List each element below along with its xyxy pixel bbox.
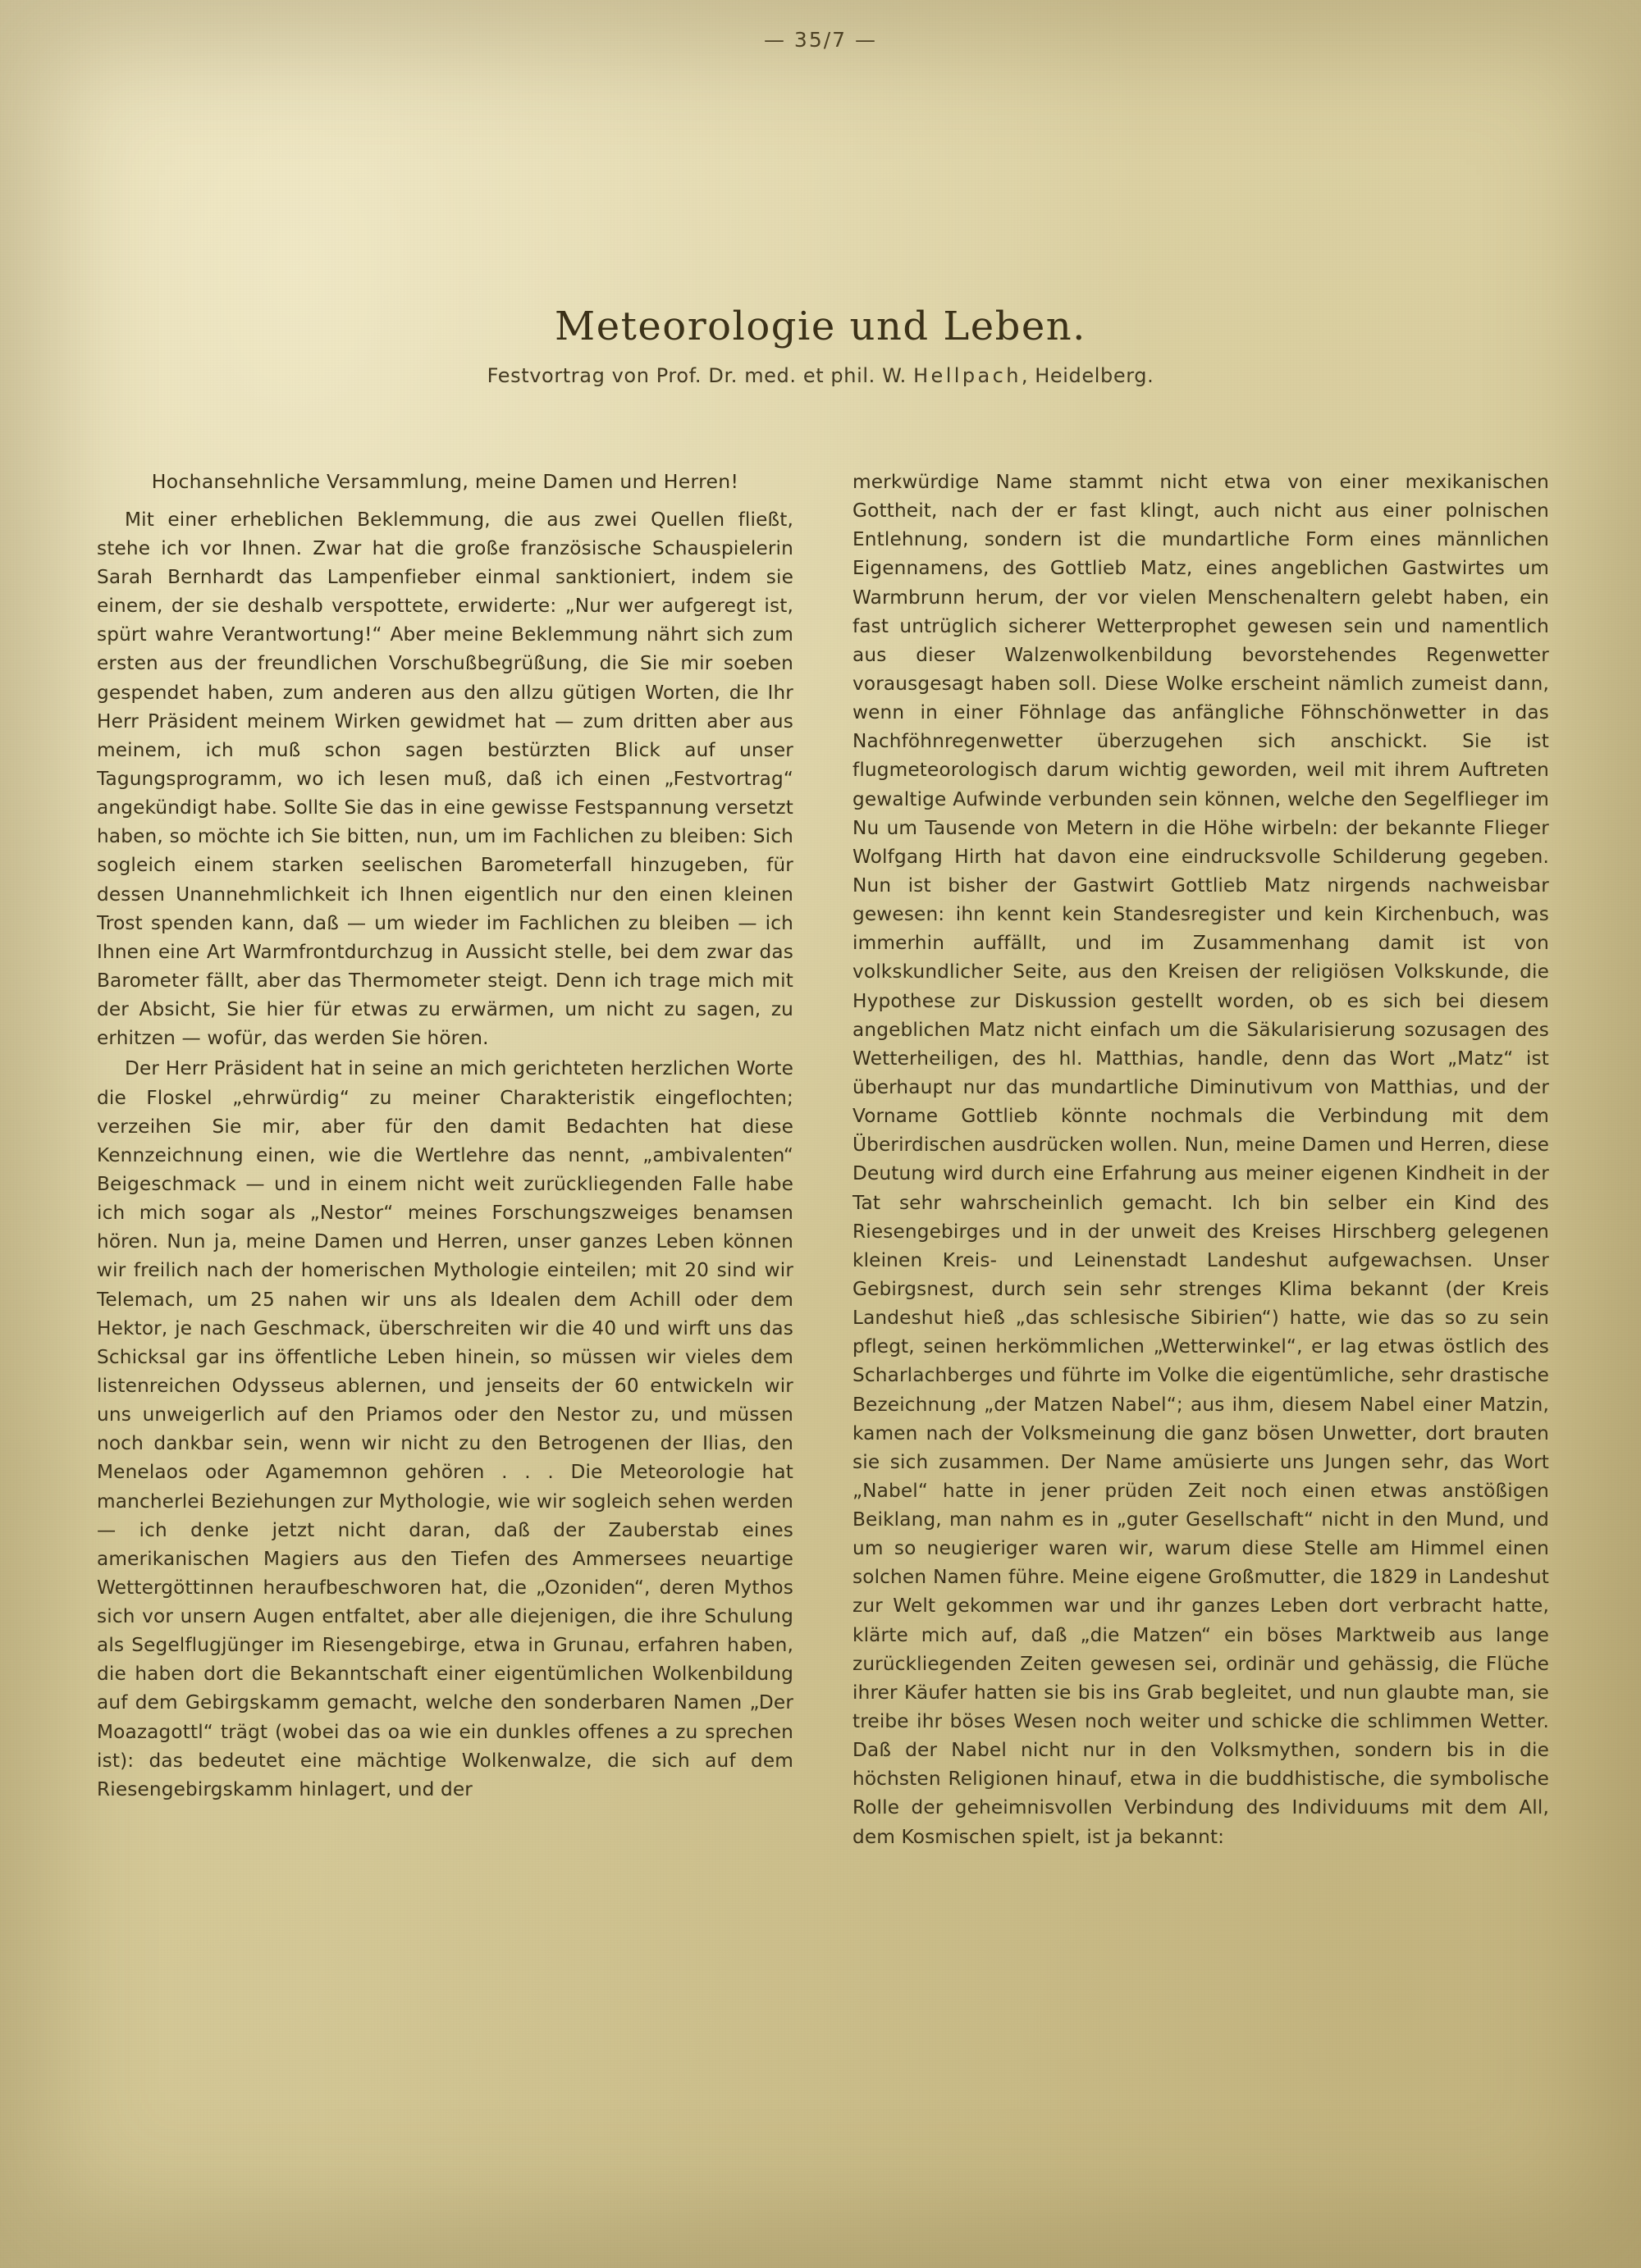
right-column: [852, 468, 1549, 1853]
salutation-line: Hochansehnliche Versammlung, meine Damen und Herren!: [151, 470, 739, 493]
paragraph: merkwürdige Name stammt nicht etwa von einer mexikanischen Gottheit, nach der er fast klingt, auch nicht aus einer polnischen Entlehnung, sondern ist die mundartliche Form eines männlichen Eigennamens, des Gottlieb Matz, eines angeblichen Gastwirtes um Warmbrunn herum, der vor vielen Menschenaltern gelebt haben, ein fast untrüglich sicherer Wetterprophet gewesen sein und namentlich aus dieser Walzenwolkenbildung bevorstehendes Regenwetter vorausgesagt haben soll. Diese Wolke erscheint nämlich zumeist dann, wenn in einer Föhnlage das anfängliche Föhnschönwetter in das Nachföhnregenwetter überzugehen sich anschickt. Sie ist flugmeteorologisch darum wichtig geworden, weil mit ihrem Auftreten gewaltige Aufwinde verbunden sein können, welche den Segelflieger im Nu um Tausende von Metern in die Höhe wirbeln: der bekannte Flieger Wolfgang Hirth hat davon eine eindrucksvolle Schilderung gegeben. Nun ist bisher der Gastwirt Gottlieb Matz nirgends nachweisbar gewesen: ihn kennt kein Standesregister und kein Kirchenbuch, was immerhin auffällt, und im Zusammenhang damit ist von volkskundlicher Seite, aus den Kreisen der religiösen Volkskunde, die Hypothese zur Diskussion gestellt worden, ob es sich bei diesem angeblichen Matz nicht einfach um die Säkularisierung sozusagen des Wetterheiligen, des hl. Matthias, handle, denn das Wort „Matz“ ist überhaupt nur das mundartliche Diminutivum von Matthias, und der Vorname Gottlieb könnte nochmals die Verbindung mit dem Überirdischen ausdrücken wollen. Nun, meine Damen und Herren, diese Deutung wird durch eine Erfahrung aus meiner eigenen Kindheit in der Tat sehr wahrscheinlich gemacht. Ich bin selber ein Kind des Riesengebirges und in der unweit des Kreises Hirschberg gelegenen kleinen Kreis- und Leinenstadt Landeshut aufgewachsen. Unser Gebirgsnest, durch sein sehr strenges Klima bekannt (der Kreis Landeshut hieß „das schlesische Sibirien“) hatte, wie das so zu sein pflegt, seinen herkömmlichen „Wetterwinkel“, er lag etwas östlich des Scharlachberges und führte im Volke die eigentümliche, sehr drastische Bezeichnung „der Matzen Nabel“; aus ihm, diesem Nabel einer Matzin, kamen nach der Volksmeinung die ganz bösen Unwetter, dort brauten sie sich zusammen. Der Name amüsierte uns Jungen sehr, das Wort „Nabel“ hatte in jener prüden Zeit noch einen etwas anstößigen Beiklang, man nahm es in „guter Gesellschaft“ nicht in den Mund, und um so neugieriger waren wir, warum diese Stelle am Himmel einen solchen Namen führe. Meine eigene Großmutter, die 1829 in Landeshut zur Welt gekommen war und ihr ganzes Leben dort verbracht hatte, klärte mich auf, daß „die Matzen“ ein böses Marktweib aus lange zurückliegenden Zeiten gewesen sei, ordinär und gehässig, die Flüche ihrer Käufer hatten sie bis ins Grab begleitet, und nun glaubte man, sie treibe ihr böses Wesen noch weiter und schicke die schlimmen Wetter. Daß der Nabel nicht nur in den Volksmythen, sondern bis in die höchsten Religionen hinauf, etwa in die buddhistische, die symbolische Rolle der geheimnisvollen Verbindung des Individuums mit dem All, dem Kosmischen spielt, ist ja bekannt:: [852, 471, 1549, 1848]
two-column-text-body: [97, 468, 1549, 1853]
page-folio-number: — 35/7 —: [763, 28, 878, 52]
byline-suffix: , Heidelberg.: [1021, 364, 1154, 387]
byline-prefix: Festvortrag von Prof. Dr. med. et phil. W.: [487, 364, 914, 387]
paragraph: Mit einer erheblichen Beklemmung, die aus zwei Quellen fließt, stehe ich vor Ihnen. Zwar hat die große französische Schauspielerin Sarah Bernhardt das Lampenfieber einmal sanktioniert, indem sie einem, der sie deshalb verspottete, erwiderte: „Nur wer aufgeregt ist, spürt wahre Verantwortung!“ Aber meine Beklemmung nährt sich zum ersten aus der freundlichen Vorschußbegrüßung, die Sie mir soeben gespendet haben, zum anderen aus den allzu gütigen Worten, die Ihr Herr Präsident meinem Wirken gewidmet hat — zum dritten aber aus meinem, ich muß schon sagen bestürzten Blick auf unser Tagungsprogramm, wo ich lesen muß, daß ich einen „Festvortrag“ angekündigt habe. Sollte Sie das in eine gewisse Festspannung versetzt haben, so möchte ich Sie bitten, nun, um im Fachlichen zu bleiben: Sich sogleich einem starken seelischen Barometerfall hinzugeben, für dessen Unannehmlichkeit ich Ihnen eigentlich nur den einen kleinen Trost spenden kann, daß — um wieder im Fachlichen zu bleiben — ich Ihnen eine Art Warmfrontdurchzug in Aussicht stelle, bei dem zwar das Barometer fällt, aber das Thermometer steigt. Denn ich trage mich mit der Absicht, Sie hier für etwas zu erwärmen, um nicht zu sagen, zu erhitzen — wofür, das werden Sie hören.: [97, 508, 793, 1050]
left-column: [97, 468, 793, 1853]
page-title: Meteorologie und Leben.: [555, 303, 1086, 350]
byline-author-name: Hellpach: [913, 364, 1022, 387]
article-byline: [0, 364, 1641, 387]
paragraph: Der Herr Präsident hat in seine an mich gerichteten herzlichen Worte die Floskel „ehrwürdig“ zu meiner Charakteristik eingeflochten; verzeihen Sie mir, aber für den damit Bedachten hat diese Kennzeichnung einen, wie die Wertlehre das nennt, „ambivalenten“ Beigeschmack — und in einem nicht weit zurückliegenden Falle habe ich mich sogar als „Nestor“ meines Forschungszweiges benamsen hören. Nun ja, meine Damen und Herren, unser ganzes Leben können wir freilich nach der homerischen Mythologie einteilen; mit 20 sind wir Telemach, um 25 nahen wir uns als Idealen dem Achill oder dem Hektor, je nach Geschmack, überschreiten wir die 40 und wirft uns das Schicksal gar ins öffentliche Leben hinein, so müssen wir vieles dem listenreichen Odysseus ablernen, und jenseits der 60 entwickeln wir uns unweigerlich auf den Priamos oder den Nestor zu, und müssen noch dankbar sein, wenn wir nicht zu den Betrogenen der Ilias, den Menelaos oder Agamemnon gehören . . . Die Meteorologie hat mancherlei Beziehungen zur Mythologie, wie wir sogleich sehen werden — ich denke jetzt nicht daran, daß der Zauberstab eines amerikanischen Magiers aus den Tiefen des Ammersees neuartige Wettergöttinnen heraufbeschworen hat, die „Ozoniden“, deren Mythos sich vor unsern Augen entfaltet, aber alle diejenigen, die ihre Schulung als Segelflugjünger im Riesengebirge, etwa in Grunau, erfahren haben, die haben dort die Bekanntschaft einer eigentümlichen Wolkenbildung auf dem Gebirgskamm gemacht, welche den sonderbaren Namen „Der Moazagottl“ trägt (wobei das oa wie ein dunkles offenes a zu sprechen ist): das bedeutet eine mächtige Wolkenwalze, die sich auf dem Riesengebirgskamm hinlagert, und der: [97, 1057, 793, 1800]
